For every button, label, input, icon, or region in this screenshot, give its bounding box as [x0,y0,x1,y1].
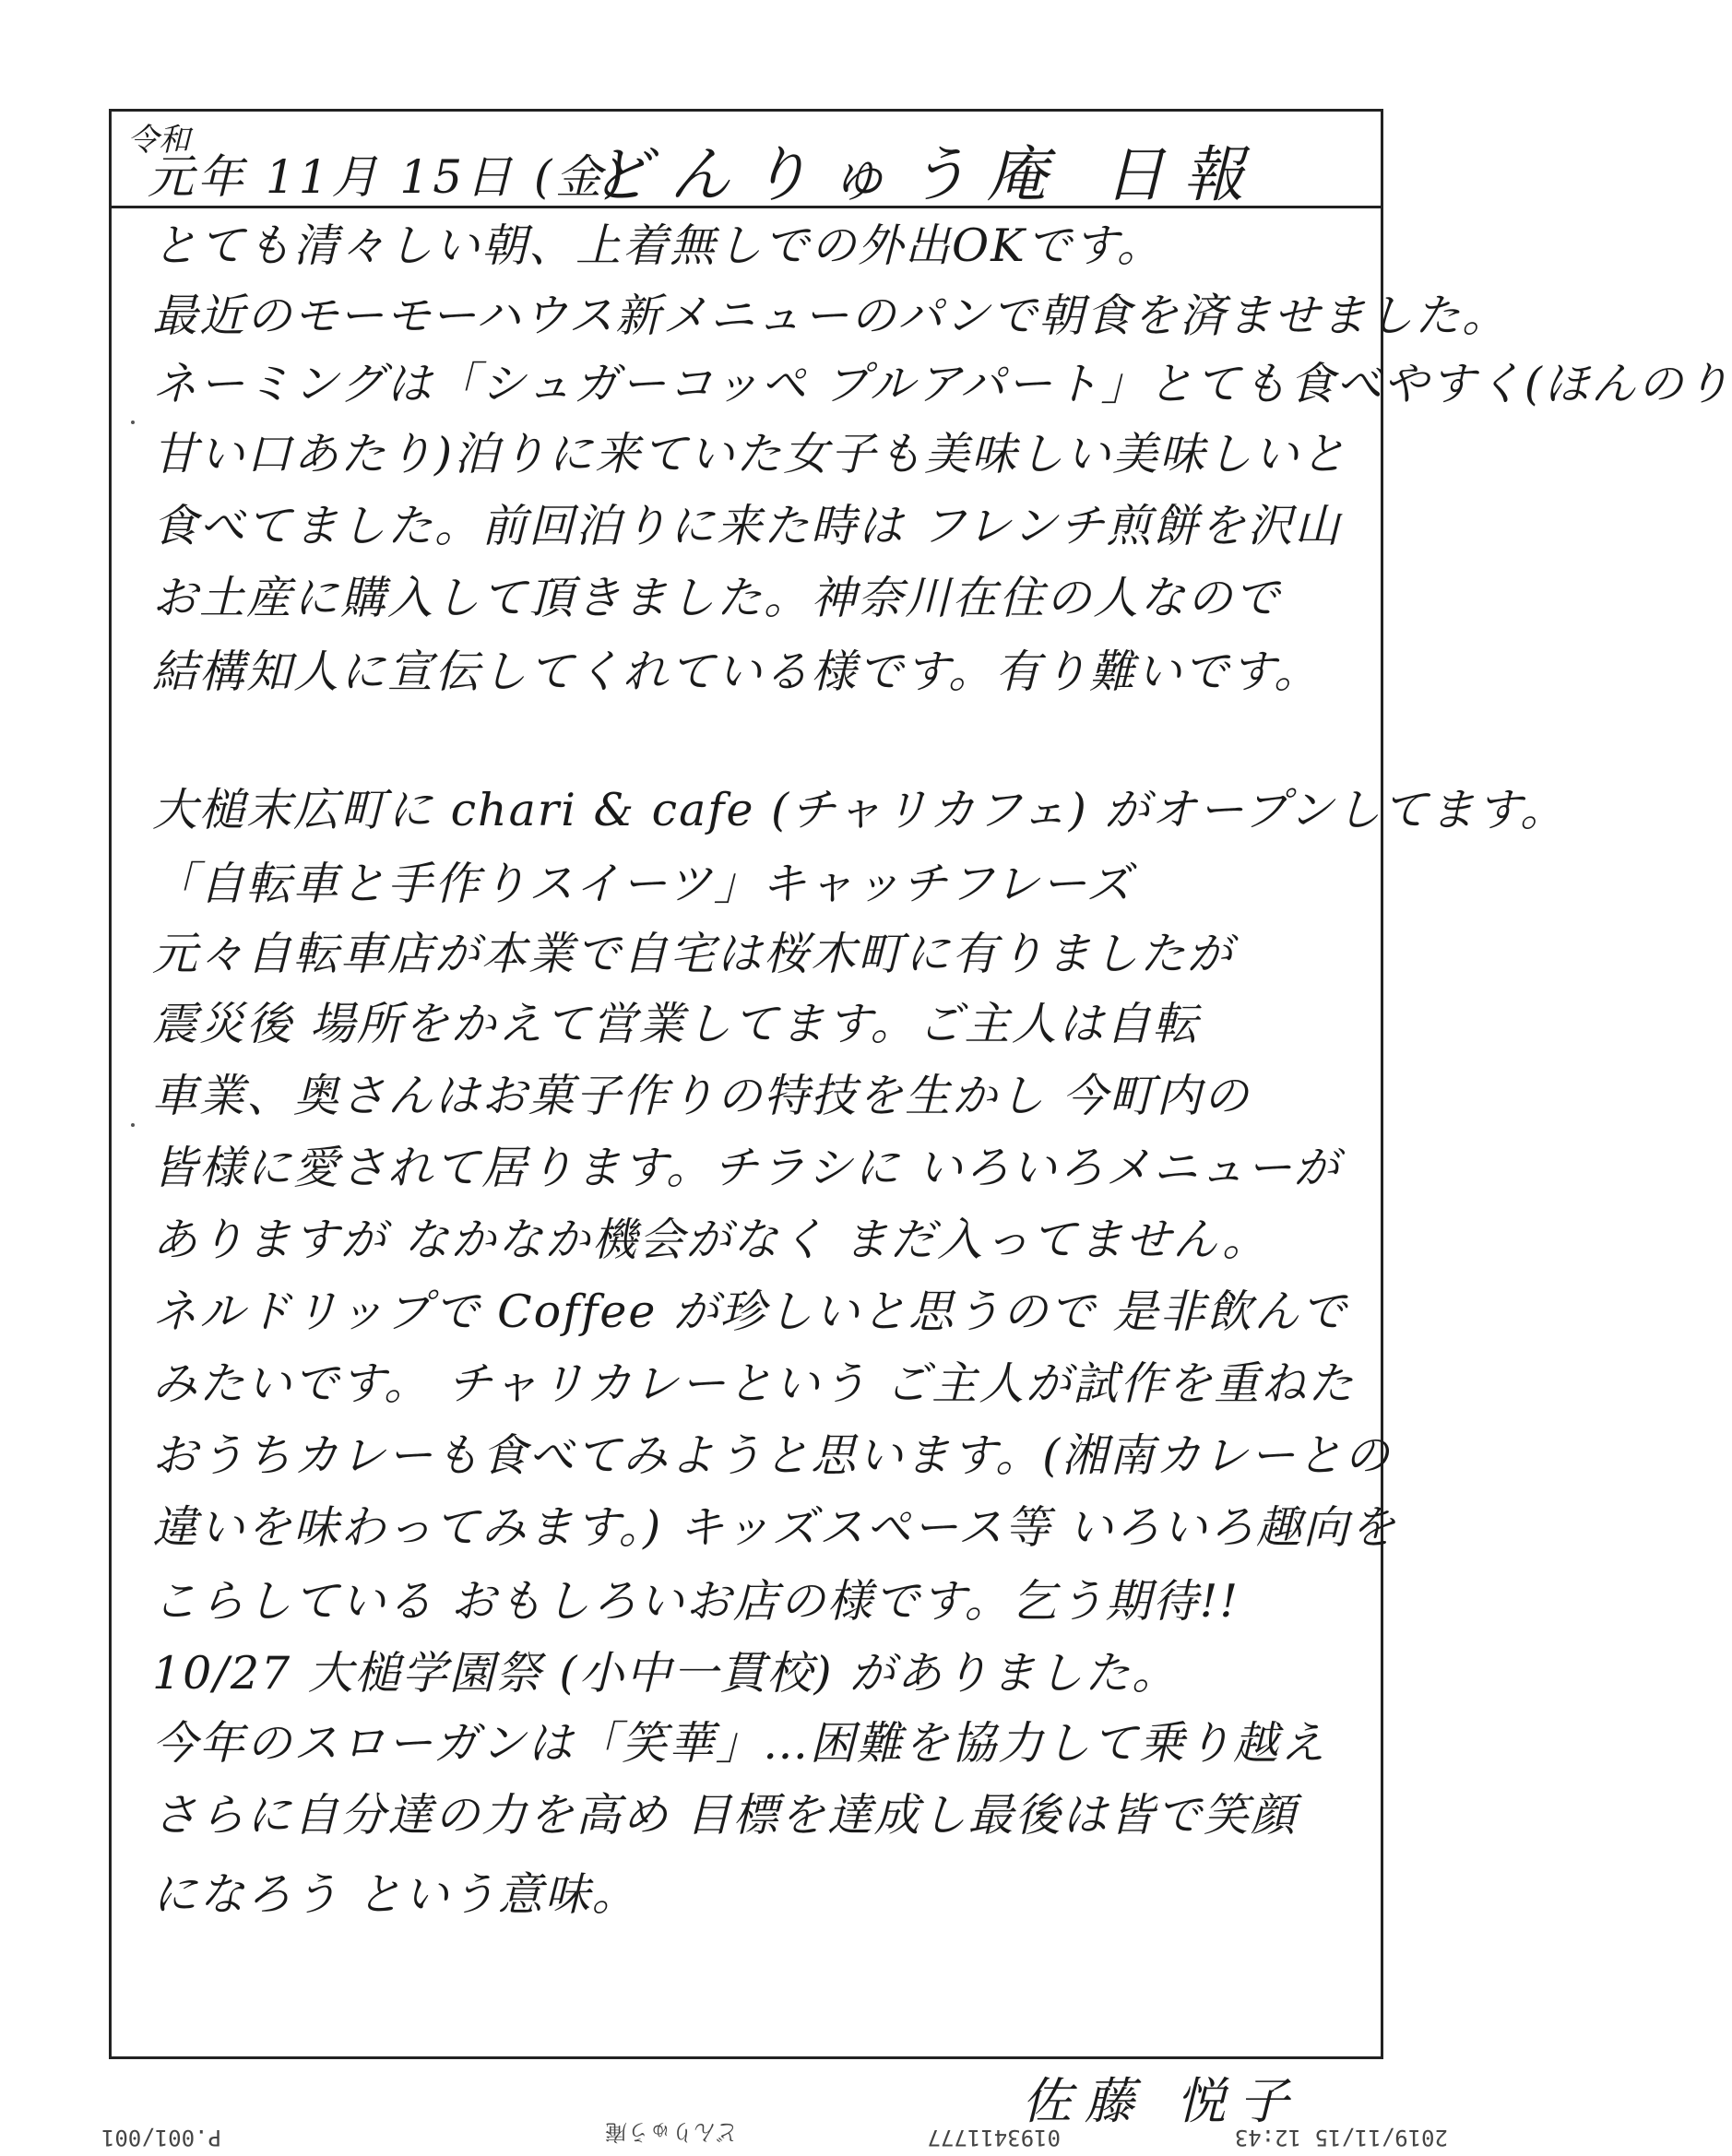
fax-sender: どんりゅう庵 [605,2119,738,2145]
fax-number: 0193411777 [927,2125,1061,2150]
era-label: 令和 [127,122,190,159]
body-line: 今年のスローガンは「笑華」…困難を協力して乗り越え [152,1717,1328,1770]
body-line: 元々自転車店が本業で自宅は桜木町に有りましたが [152,928,1235,980]
body-line: ネーミングは「シュガーコッペ プルアパート」とても食べやすく(ほんのり [152,358,1732,410]
body-line: になろう という意味。 [152,1868,639,1921]
body-line: おうちカレーも食べてみようと思います。(湘南カレーとの [152,1429,1392,1482]
body-line: 甘い口あたり)泊りに来ていた女子も美味しい美味しいと [152,428,1348,480]
body-line: みたいです。 チャリカレーという ご主人が試作を重ねた [152,1357,1356,1410]
report-title: どんりゅう庵 日報 [590,139,1263,210]
body-line: 「自転車と手作りスイーツ」キャッチフレーズ [152,858,1133,910]
punch-mark [131,421,135,424]
body-line: 皆様に愛されて居ります。チラシに いろいろメニューが [152,1142,1341,1194]
report-date: 元年 11月 15日 (金) [148,150,627,204]
punch-mark [131,1123,135,1127]
body-line: 違いを味わってみます。) キッズスペース等 いろいろ趣向を [152,1501,1397,1554]
body-line: 10/27 大槌学園祭 (小中一貫校) がありました。 [152,1647,1180,1700]
signature: 佐藤 悦子 [1022,2072,1302,2130]
body-line: とても清々しい朝、上着無しでの外出OKです。 [152,219,1164,272]
body-line: 結構知人に宣伝してくれている様です。有り難いです。 [152,646,1322,698]
body-line: 食べてました。前回泊りに来た時は フレンチ煎餅を沢山 [152,500,1342,552]
body-line: 震災後 場所をかえて営業してます。ご主人は自転 [152,998,1200,1050]
body-line: こらしている おもしろいお店の様です。乞う期待!! [152,1575,1240,1628]
body-line: ネルドリップで Coffee が珍しいと思うので 是非飲んで [152,1285,1348,1338]
body-line: 大槌末広町に chari & cafe (チャリカフェ) がオープンしてます。 [152,784,1568,836]
body-line: お土産に購入して頂きました。神奈川在住の人なので [152,572,1282,624]
body-line: さらに自分達の力を高め 目標を達成し最後は皆で笑顔 [152,1789,1298,1842]
body-line: 車業、奥さんはお菓子作りの特技を生かし 今町内の [152,1070,1251,1122]
fax-page-count: P.001/001 [101,2125,221,2150]
body-line: 最近のモーモーハウス新メニューのパンで朝食を済ませました。 [152,290,1510,342]
body-line: ありますが なかなか機会がなく まだ入ってません。 [152,1214,1270,1266]
fax-datetime: 2019/11/15 12:43 [1234,2125,1448,2150]
fax-footer [92,2119,1448,2150]
